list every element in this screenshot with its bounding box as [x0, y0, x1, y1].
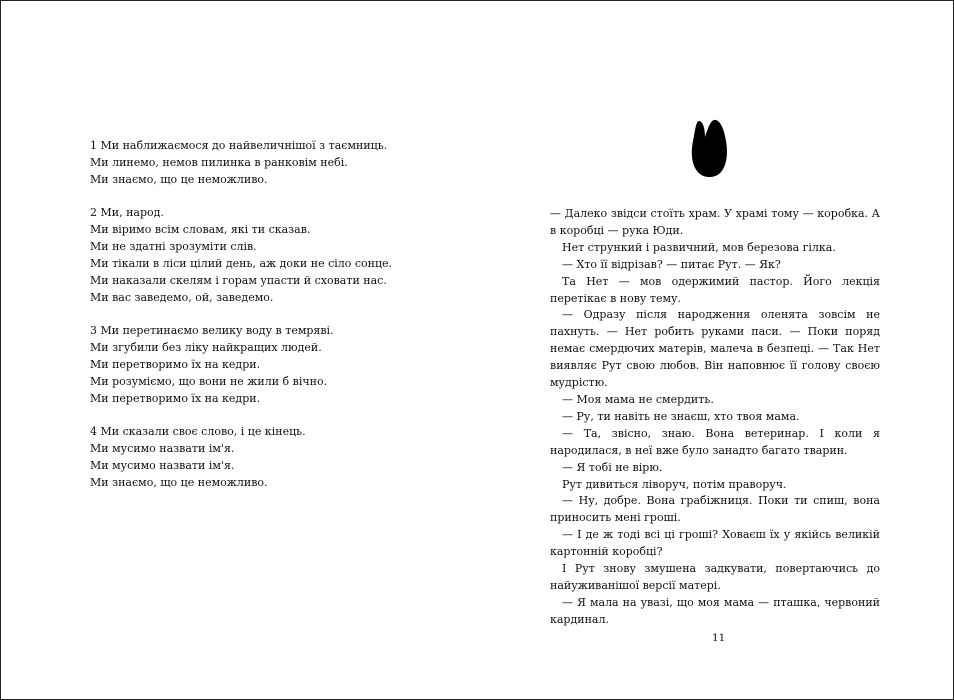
poem-line: Ми згубили без ліку найкращих людей. [90, 341, 322, 355]
poem-line: Ми наказали скелям і горам упасти й сховати нас. [90, 273, 387, 287]
stanza-1 [90, 138, 420, 189]
poem-line: Ми перетворимо їх на кедри. [90, 391, 261, 405]
poem-line: 1 Ми наближаємося до найвеличнішої з таємниць. [90, 139, 388, 152]
poem-line: Ми розуміємо, що вони не жили б вічно. [90, 375, 328, 389]
paragraph: Та Нет — мов одержимий пастор. Його лекція перетікає в нову тему. [550, 274, 880, 305]
paragraph: — Я тобі не вірю. [562, 460, 663, 474]
paragraph: — Далеко звідси стоїть храм. У храмі тому — коробка. А в коробці — рука Юди. [550, 207, 880, 237]
paragraph: — Моя мама не смердить. [562, 392, 714, 406]
paragraph: Рут дивиться ліворуч, потім праворуч. [562, 477, 787, 491]
poem-line: Ми не здатні зрозуміти слів. [90, 240, 257, 254]
poem-line: 2 Ми, народ. [90, 206, 164, 220]
poem-line: 4 Ми сказали своє слово, і це кінець. [90, 425, 306, 439]
poem-line: Ми віримо всім словам, які ти сказав. [90, 223, 311, 237]
poem-line: Ми знаємо, що це неможливо. [90, 172, 268, 186]
paragraph: — Ну, добре. Вона грабіжниця. Поки ти спиш, вона приносить мені гроші. [550, 494, 880, 525]
paragraph: — Я мала на увазі, що моя мама — пташка, червоний кардинал. [550, 595, 880, 626]
poem-line: Ми перетворимо їх на кедри. [90, 358, 261, 372]
paragraph: — Та, звісно, знаю. Вона ветеринар. І коли я народилася, в неї вже було занадто багато тварин. [550, 426, 880, 457]
prose-text [550, 206, 880, 629]
left-page [1, 1, 478, 699]
poem-line: Ми знаємо, що це неможливо. [90, 476, 268, 490]
stanza-4 [90, 424, 420, 492]
right-page [478, 1, 953, 699]
poem [90, 138, 420, 509]
page-number: 11 [712, 632, 726, 644]
poem-line: Ми мусимо назвати ім'я. [90, 459, 235, 473]
paragraph: Нет стрункий і развичний, мов березова гілка. [562, 240, 836, 254]
poem-line: 3 Ми перетинаємо велику воду в темряві. [90, 324, 334, 338]
stanza-2 [90, 205, 420, 306]
paragraph: — Одразу після народження оленята зовсім не пахнуть. — Нет робить руками паси. — Поки поряд немає смердючих матерів, малеча в безпеці. — Так Нет виявляє Рут свою любов. Він наповнює її голову своєю мудрістю. [550, 308, 880, 390]
paragraph: І Рут знову змушена задкувати, повертаючись до найуживанішої версії матері. [550, 562, 880, 592]
poem-line: Ми мусимо назвати ім'я. [90, 442, 235, 456]
black-blot-icon [691, 117, 729, 179]
paragraph: — І де ж тоді всі ці гроші? Ховаєш їх у якійсь великій картонній коробці? [550, 528, 880, 559]
poem-line: Ми тікали в ліси цілий день, аж доки не сіло сонце. [90, 257, 393, 271]
paragraph: — Ру, ти навіть не знаєш, хто твоя мама. [562, 409, 800, 423]
poem-line: Ми вас заведемо, ой, заведемо. [90, 290, 274, 304]
paragraph: — Хто її відрізав? — питає Рут. — Як? [562, 257, 781, 271]
stanza-3 [90, 323, 420, 408]
poem-line: Ми линемо, немов пилинка в ранковім небі. [90, 155, 348, 169]
